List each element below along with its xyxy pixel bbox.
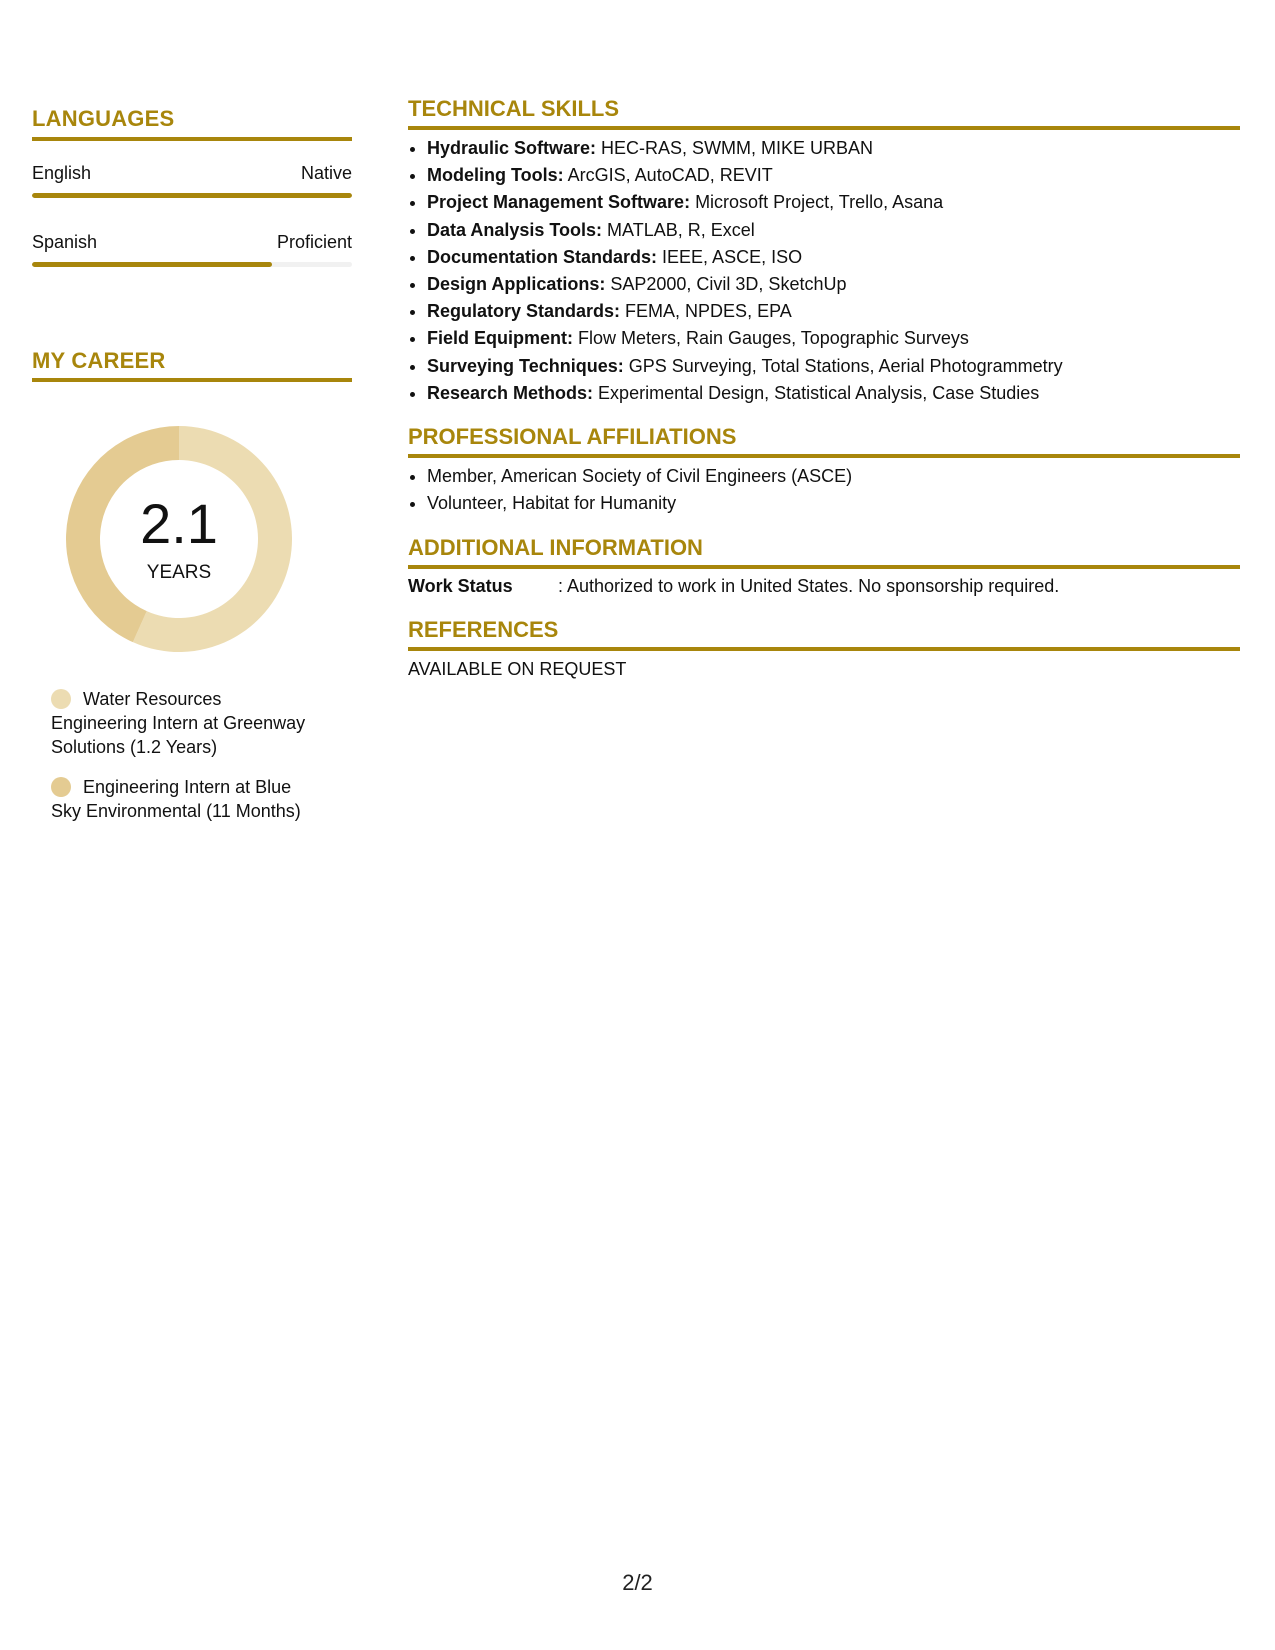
legend-label: Water Resources Engineering Intern at Greenway Solutions (1.2 Years) xyxy=(51,689,306,757)
affiliation-item: • Member, American Society of Civil Engineers (ASCE) xyxy=(427,463,1237,490)
career-heading: MY CAREER xyxy=(32,348,166,373)
affiliations-list xyxy=(408,463,1237,517)
skill-label: Hydraulic Software: xyxy=(427,138,597,158)
affiliation-item: • Volunteer, Habitat for Humanity xyxy=(427,490,1237,517)
career-total-unit: YEARS xyxy=(146,562,212,583)
career-legend-item xyxy=(51,687,321,759)
skill-item xyxy=(427,325,1237,352)
skill-label: Documentation Standards: xyxy=(427,246,658,267)
skill-item xyxy=(427,244,1237,271)
skill-value: Experimental Design, Statistical Analysis, Case Studies xyxy=(593,382,1040,403)
skill-item xyxy=(427,353,1237,380)
language-level: Proficient xyxy=(276,232,352,252)
references-divider xyxy=(408,647,1240,651)
skill-label: Regulatory Standards: xyxy=(427,301,621,322)
work-status-row xyxy=(408,576,1240,597)
career-total-value: 2.1 xyxy=(140,492,218,555)
skill-item xyxy=(427,162,1237,189)
legend-label: Engineering Intern at Blue Sky Environmental (11 Months) xyxy=(51,777,301,821)
technical-skills-list xyxy=(408,135,1237,407)
technical-skills-heading: TECHNICAL SKILLS xyxy=(408,96,620,121)
skill-value: GPS Surveying, Total Stations, Aerial Photogrammetry xyxy=(623,355,1063,376)
career-legend-item xyxy=(51,775,321,823)
skill-value: FEMA, NPDES, EPA xyxy=(620,301,792,322)
skill-label: Surveying Techniques: xyxy=(427,355,624,376)
language-proficiency-fill xyxy=(32,193,352,198)
skill-value: Flow Meters, Rain Gauges, Topographic Surveys xyxy=(573,328,969,349)
additional-info-heading: ADDITIONAL INFORMATION xyxy=(408,535,703,560)
skill-label: Field Equipment: xyxy=(427,328,573,349)
skill-value: IEEE, ASCE, ISO xyxy=(657,246,803,267)
technical-skills-divider xyxy=(408,126,1240,130)
skill-value: Microsoft Project, Trello, Asana xyxy=(690,192,944,213)
skill-value: HEC-RAS, SWMM, MIKE URBAN xyxy=(596,138,874,158)
affiliations-heading: PROFESSIONAL AFFILIATIONS xyxy=(408,424,737,449)
languages-divider xyxy=(32,137,352,141)
page-number: 2/2 xyxy=(622,1570,653,1595)
skill-item xyxy=(427,189,1237,216)
skill-item xyxy=(427,135,1237,162)
skill-item xyxy=(427,380,1237,407)
skill-item xyxy=(427,217,1237,244)
career-divider xyxy=(32,378,352,382)
additional-info-divider xyxy=(408,565,1240,569)
language-name: Spanish xyxy=(32,232,98,252)
affiliations-divider xyxy=(408,454,1240,458)
skill-label: Data Analysis Tools: xyxy=(427,219,603,240)
references-heading: REFERENCES xyxy=(408,617,559,642)
legend-swatch xyxy=(51,777,71,797)
skill-label: Modeling Tools: xyxy=(427,165,564,186)
language-level: Native xyxy=(300,163,352,183)
skill-label: Design Applications: xyxy=(427,274,606,295)
language-proficiency-fill xyxy=(32,262,272,267)
skill-value: SAP2000, Civil 3D, SketchUp xyxy=(605,274,847,295)
references-text: AVAILABLE ON REQUEST xyxy=(408,659,627,679)
skill-item xyxy=(427,298,1237,325)
language-name: English xyxy=(32,163,92,183)
languages-heading: LANGUAGES xyxy=(32,106,175,131)
skill-value: MATLAB, R, Excel xyxy=(602,219,755,240)
skill-value: ArcGIS, AutoCAD, REVIT xyxy=(563,165,773,186)
language-proficiency-bar xyxy=(32,262,352,267)
skill-label: Project Management Software: xyxy=(427,192,691,213)
work-status-value: : Authorized to work in United States. No sponsorship required. xyxy=(558,576,1060,596)
career-donut-center xyxy=(66,426,292,652)
skill-item xyxy=(427,271,1237,298)
legend-swatch xyxy=(51,689,71,709)
language-proficiency-bar xyxy=(32,193,352,198)
skill-label: Research Methods: xyxy=(427,382,594,403)
work-status-label: Work Status xyxy=(408,576,513,596)
